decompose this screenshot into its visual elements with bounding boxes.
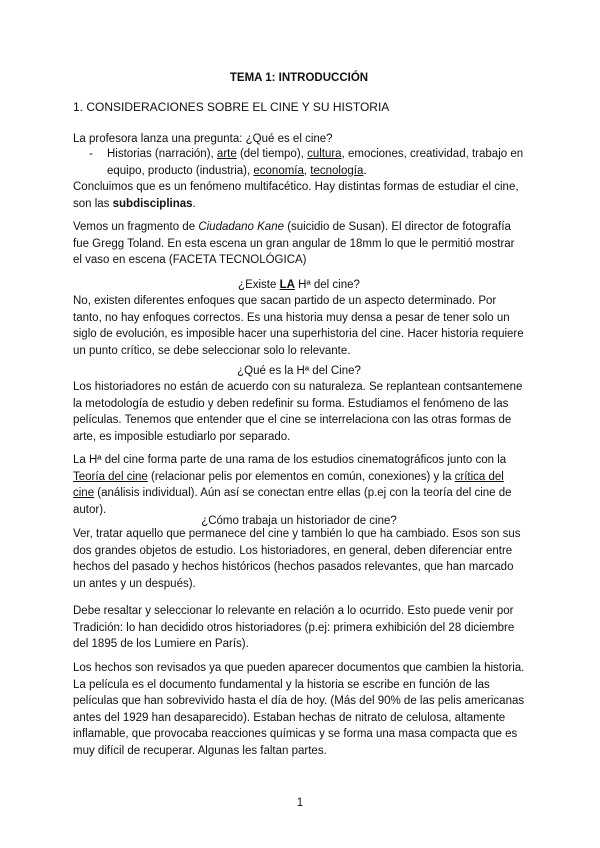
document-title: TEMA 1: INTRODUCCIÓN (229, 72, 369, 84)
body-text: (análisis individual). Aún así se conectan entre ellas (p.ej con la teoría del cine de autor). (73, 487, 512, 516)
question-text: Hª del cine? (294, 279, 360, 291)
conclusion-paragraph (73, 179, 525, 212)
bullet-text: (del tiempo), (236, 148, 308, 160)
answer-paragraph-3: Ver, tratar aquello que permanece del cine y también lo que ha cambiado. Esos son sus dos grandes objetos de estudio. Los historiadores, en general, deben diferenciar entre hechos del pasado y hechos históricos (hechos pasados relevantes, que han marcado un antes y un después). (73, 528, 521, 590)
body-text: Concluimos que es un fenómeno multifacético. Hay distintas formas de estudiar el cine, son las (73, 181, 519, 210)
question-heading-3: ¿Cómo trabaja un historiador de cine? (201, 515, 397, 527)
tradition-paragraph: Debe resaltar y seleccionar lo relevante en relación a lo ocurrido. Esto puede venir por Tradición: lo han decidido otros historiadores (p.ej: primera exhibición del 28 diciembre del 1895 de los Lumiere en París). (73, 605, 515, 650)
answer-paragraph-2: Los historiadores no están de acuerdo con su naturaleza. Se replantean contsantemene la metodología de estudio y deben redefinir su forma. Estudiamos el fenómeno de las películas. Tenemos que entender que el cine se interrelaciona con las otras formas de arte, es imposible estudiarlo por separado. (73, 381, 523, 443)
citizen-kane-paragraph (73, 219, 525, 269)
emphasis-term: LA (279, 279, 295, 291)
body-text: . (192, 197, 196, 210)
bullet-text: , emociones, creatividad, trabajo en equipo, producto (industria), (107, 148, 524, 177)
body-text: (relacionar pelis por elementos en común, conexiones) y la (147, 470, 455, 483)
body-text: (suicidio de Susan). El director de fotografía fue Gregg Toland. En esta escena un gran angular de 18mm lo que le permitió mostrar el vaso en escena (FACETA TECNOLÓGICA) (73, 221, 515, 266)
underlined-term: tecnología (310, 164, 364, 177)
bullet-text: . (363, 164, 367, 177)
bullet-list (73, 146, 525, 179)
section-heading: 1. CONSIDERACIONES SOBRE EL CINE Y SU HISTORIA (73, 100, 390, 114)
page-number: 1 (296, 797, 304, 809)
question-text: ¿Existe (238, 279, 280, 291)
bullet-text: , (303, 164, 311, 177)
body-text: Vemos un fragmento de (73, 221, 199, 233)
film-title: Ciudadano Kane (198, 221, 284, 233)
underlined-term: Teoría del cine (73, 470, 148, 483)
documents-paragraph: Los hechos son revisados ya que pueden aparecer documentos que cambien la historia. La película es el documento fundamental y la historia se escribe en función de las películas que han sobrevivido hasta el día de hoy. (Más del 90% de las pelis americanas antes del 1929 han desaparecido). Estaban hechas de nitrato de celulosa, altamente inflamable, que provocaba reacciones químicas y se forma una masa compacta que es muy difícil de recuperar. Algunas les faltan partes. (73, 662, 525, 757)
underlined-term: economía (253, 164, 304, 177)
question-heading-2: ¿Qué es la Hª del Cine? (237, 365, 361, 377)
body-text: La Hª del cine forma parte de una rama de los estudios cinematográficos junto con la (73, 454, 507, 466)
question-heading-1 (73, 277, 525, 294)
bullet-text: Historias (narración), (107, 148, 217, 160)
underlined-term: crítica del cine (73, 470, 504, 499)
intro-question: La profesora lanza una pregunta: ¿Qué es el cine? (73, 133, 333, 145)
bold-term: subdisciplinas (112, 197, 193, 210)
film-studies-paragraph (73, 452, 525, 518)
underlined-term: cultura (307, 148, 342, 160)
answer-paragraph-1: No, existen diferentes enfoques que sacan partido de un aspecto determinado. Por tanto, no hay enfoques correctos. Es una historia muy densa a pesar de tener solo un siglo de evolución, es imposible hacer una superhistoria del cine. Hacer historia requiere un punto crítico, se debe seleccionar solo lo relevante. (73, 295, 524, 357)
bullet-dash: - (89, 148, 93, 160)
list-item (73, 146, 525, 179)
underlined-term: arte (216, 148, 237, 160)
